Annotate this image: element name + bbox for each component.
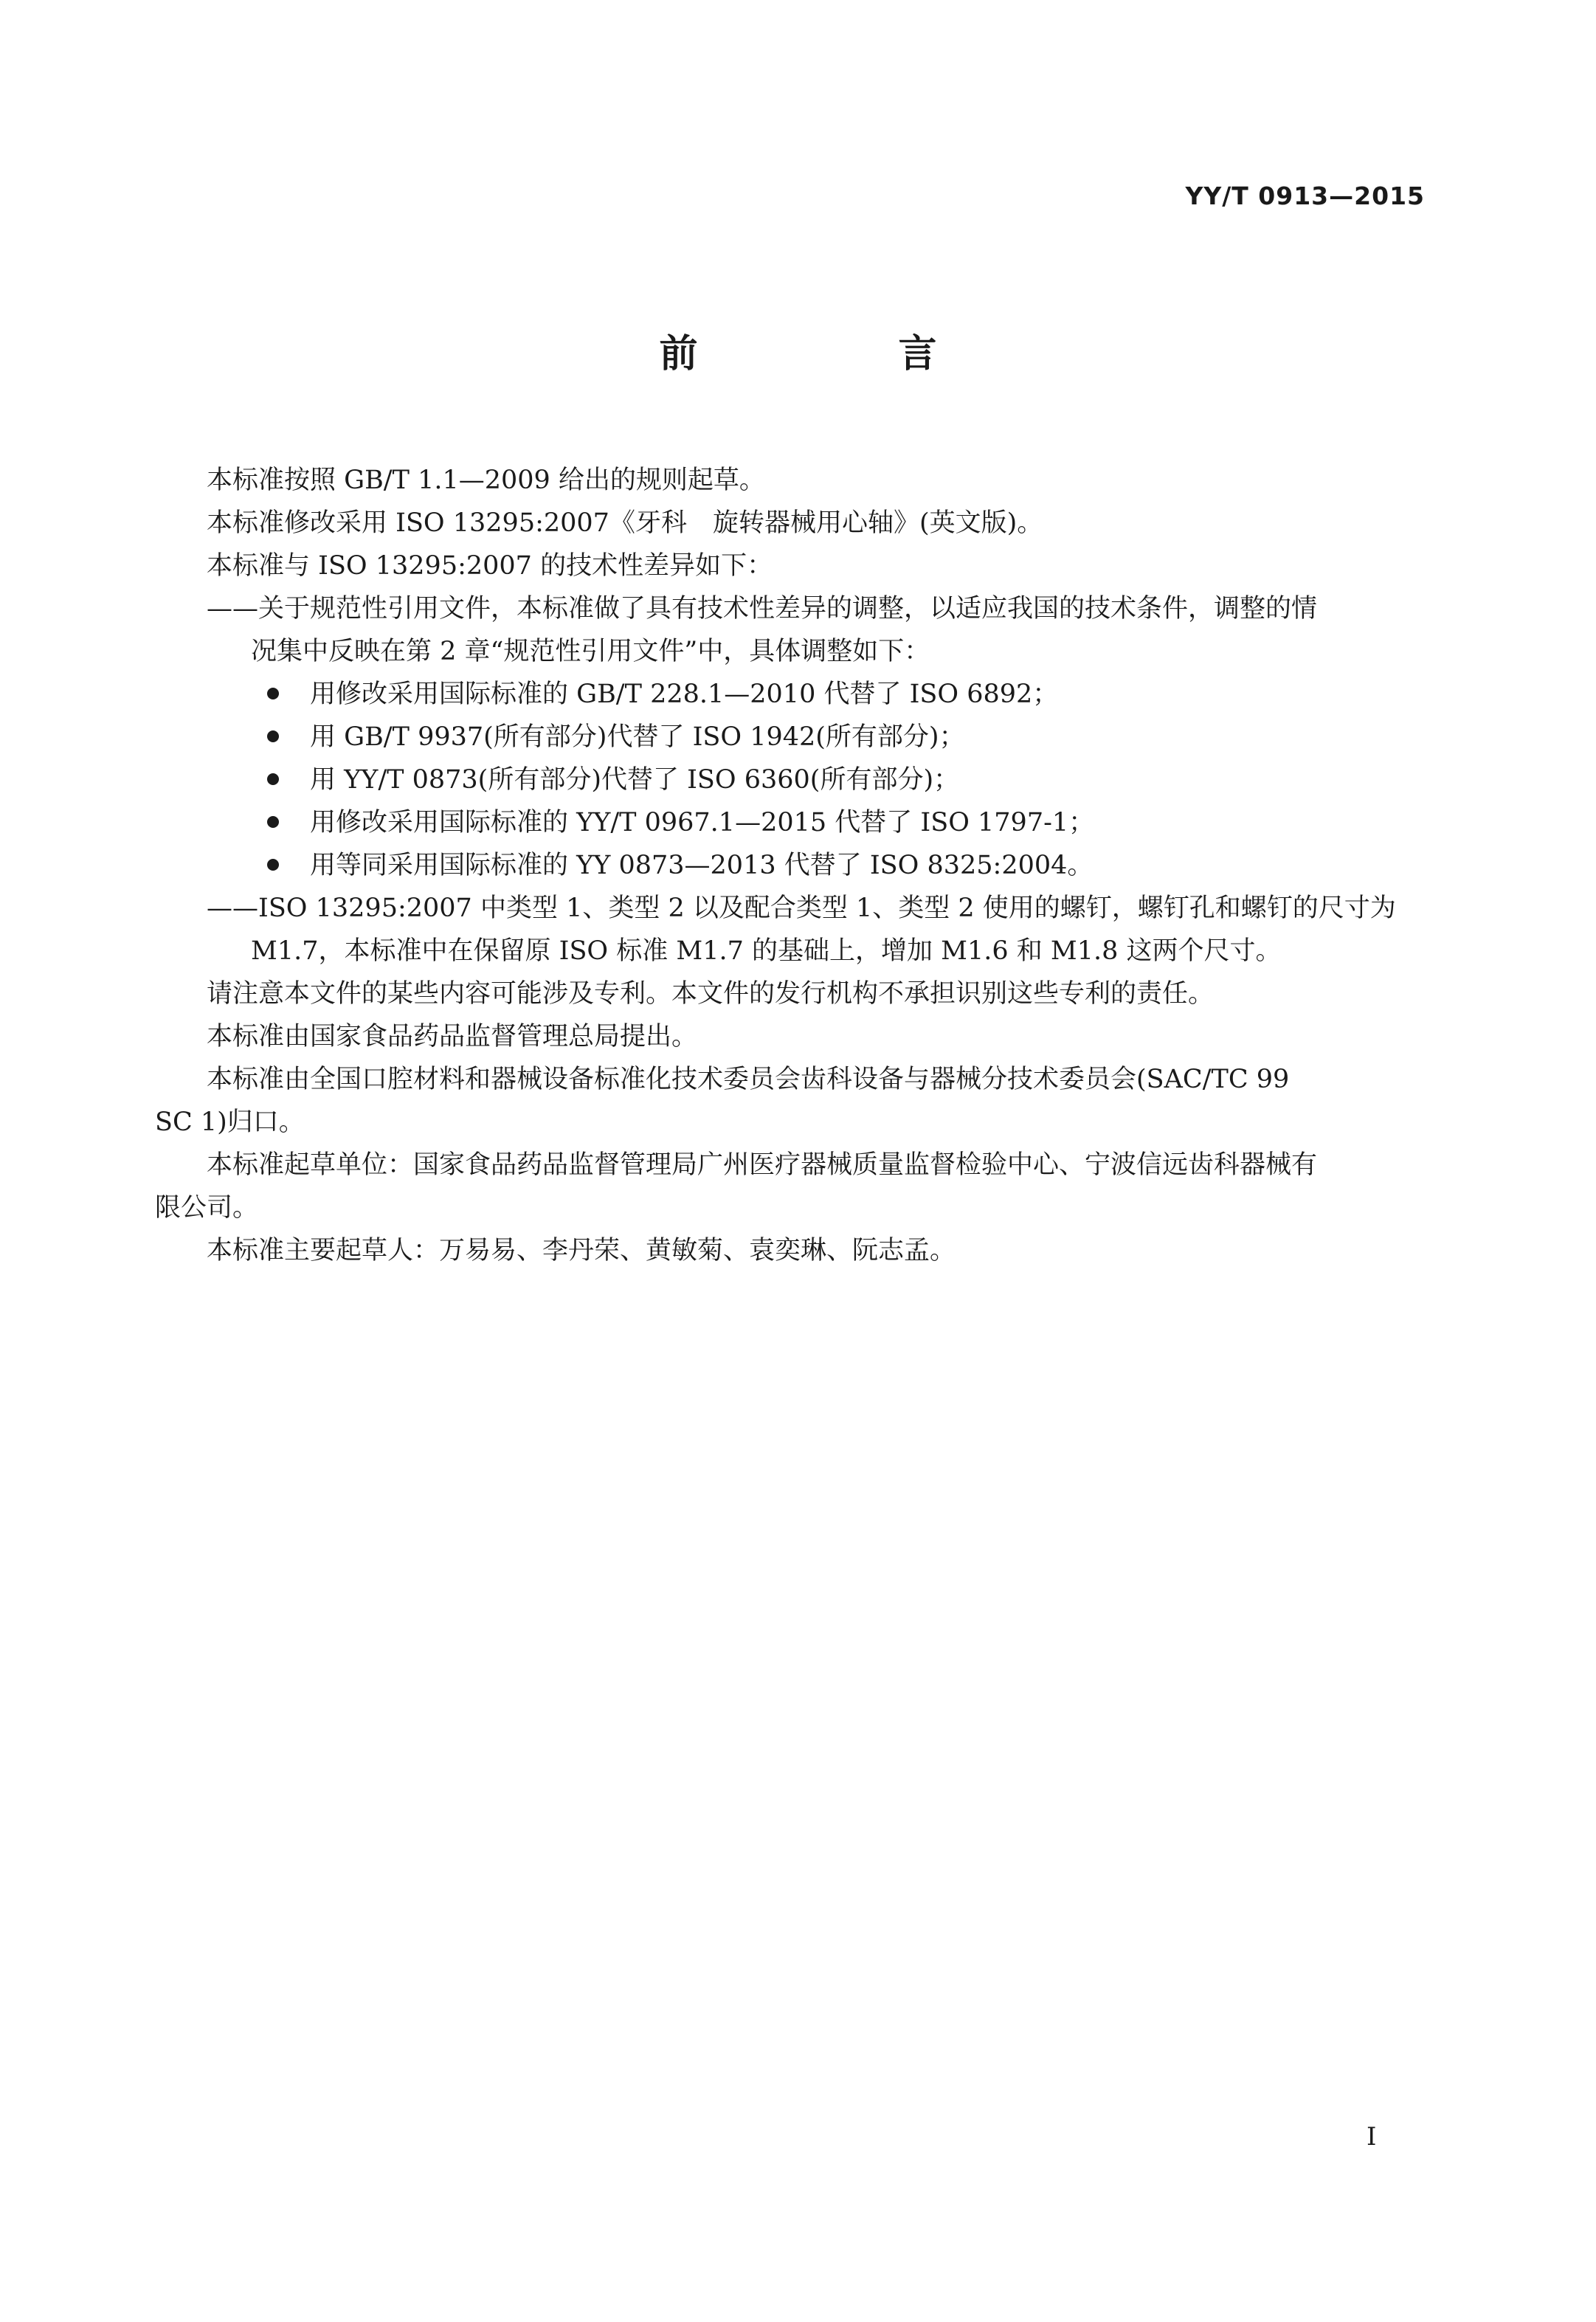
bullet-icon: [267, 816, 279, 828]
dash-item-screw-sizes-cont: M1.7，本标准中在保留原 ISO 标准 M1.7 的基础上，增加 M1.6 和 M1.8 这两个尺寸。: [251, 936, 1282, 966]
bullet-icon: [267, 730, 279, 742]
list-item: [155, 716, 1439, 759]
list-item-text: 用等同采用国际标准的 YY 0873—2013 代替了 ISO 8325:2004。: [310, 851, 1094, 880]
list-item-text: 用修改采用国际标准的 YY/T 0967.1—2015 代替了 ISO 1797-1；: [310, 808, 1095, 837]
bullet-icon: [267, 859, 279, 871]
paragraph-technical-committee-cont: SC 1)归口。: [155, 1108, 305, 1137]
page-number: I: [1367, 2122, 1377, 2152]
paragraph-patent-notice: 请注意本文件的某些内容可能涉及专利。本文件的发行机构不承担识别这些专利的责任。: [207, 979, 1215, 1009]
paragraph-proposer: 本标准由国家食品药品监督管理总局提出。: [207, 1022, 698, 1051]
paragraph-technical-committee: 本标准由全国口腔材料和器械设备标准化技术委员会齿科设备与器械分技术委员会(SAC/TC 99: [207, 1065, 1290, 1094]
list-item: [155, 844, 1439, 887]
list-item-text: 用修改采用国际标准的 GB/T 228.1—2010 代替了 ISO 6892；: [310, 680, 1059, 709]
list-item-text: 用 YY/T 0873(所有部分)代替了 ISO 6360(所有部分)；: [310, 765, 960, 795]
bullet-icon: [267, 773, 279, 785]
paragraph-drafting-rules: 本标准按照 GB/T 1.1—2009 给出的规则起草。: [207, 466, 765, 495]
dash-item-normative-references-cont: 况集中反映在第 2 章“规范性引用文件”中，具体调整如下：: [251, 637, 930, 666]
document-code: YY/T 0913—2015: [1185, 182, 1425, 210]
dash-item-screw-sizes: ——ISO 13295:2007 中类型 1、类型 2 以及配合类型 1、类型 2 使用的螺钉，螺钉孔和螺钉的尺寸为: [207, 894, 1396, 923]
paragraph-adoption: 本标准修改采用 ISO 13295:2007《牙科 旋转器械用心轴》(英文版)。: [207, 508, 1043, 538]
paragraph-drafting-units-cont: 限公司。: [155, 1193, 259, 1223]
list-item: [155, 801, 1439, 844]
dash-item-normative-references: ——关于规范性引用文件，本标准做了具有技术性差异的调整，以适应我国的技术条件，调整的情: [207, 594, 1318, 623]
list-item-text: 用 GB/T 9937(所有部分)代替了 ISO 1942(所有部分)；: [310, 722, 965, 752]
page-title: 前 言: [659, 332, 1018, 376]
list-item: [155, 673, 1439, 716]
bullet-icon: [267, 688, 279, 699]
paragraph-differences-intro: 本标准与 ISO 13295:2007 的技术性差异如下：: [207, 551, 773, 581]
paragraph-drafters: 本标准主要起草人：万易易、李丹荣、黄敏菊、袁奕琳、阮志孟。: [207, 1236, 956, 1265]
foreword-body: [155, 459, 1439, 1272]
paragraph-drafting-units: 本标准起草单位：国家食品药品监督管理局广州医疗器械质量监督检验中心、宁波信远齿科器械有: [207, 1150, 1318, 1180]
list-item: [155, 759, 1439, 801]
